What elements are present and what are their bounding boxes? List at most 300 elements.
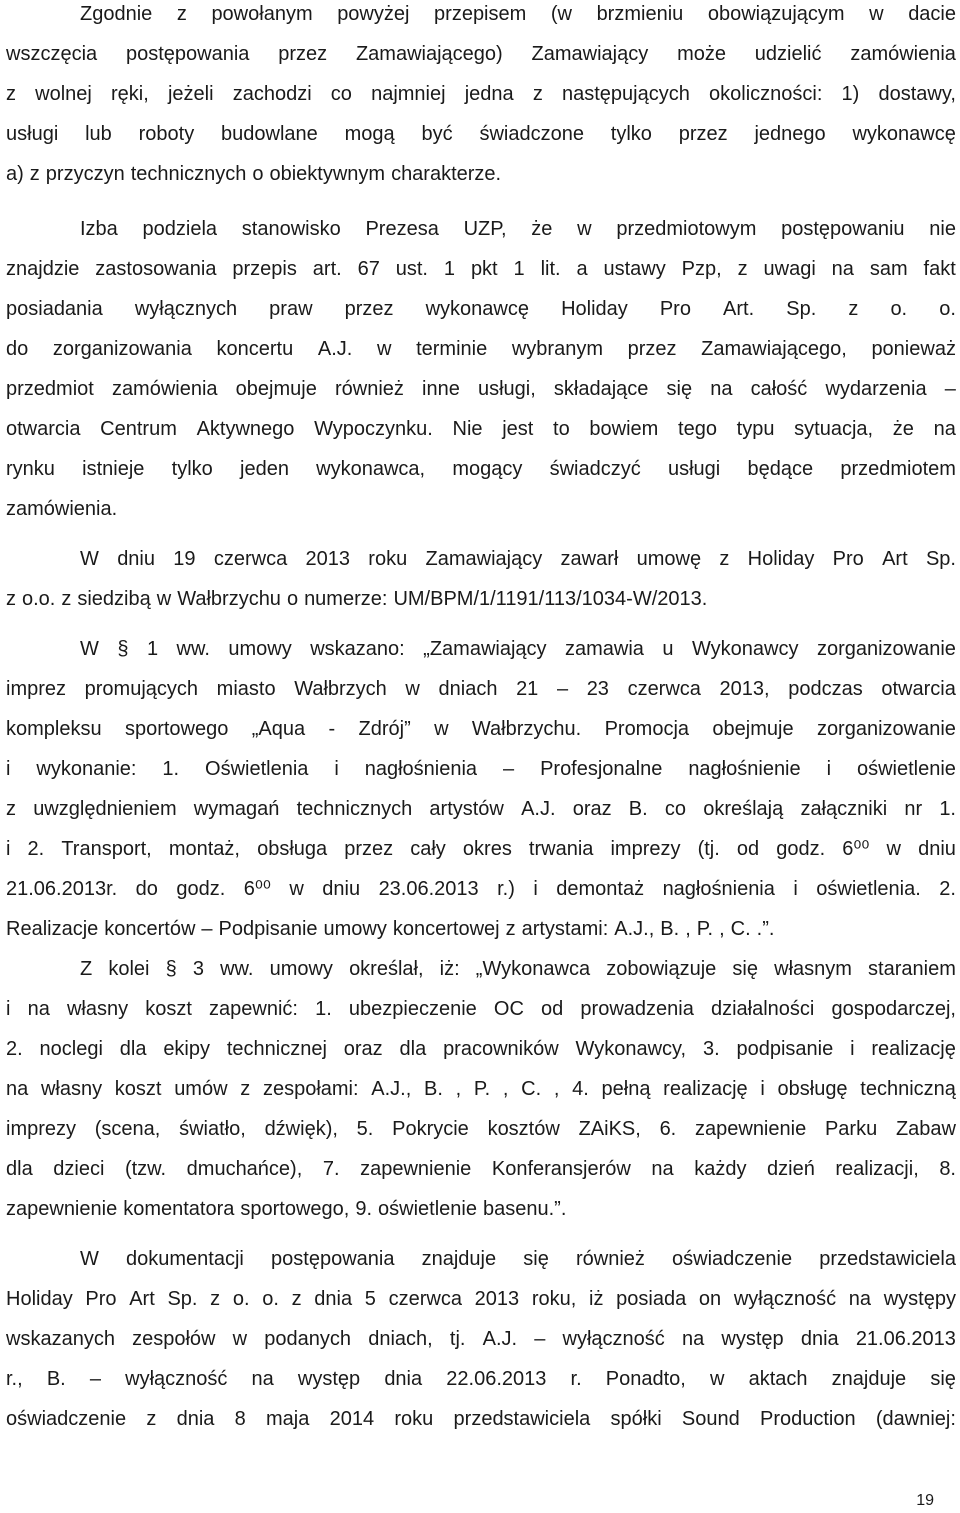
word: stanowisko [241,218,341,240]
word: lub [85,123,112,145]
word: basenu.”. [482,1198,567,1220]
word: w [886,838,901,860]
word: Realizacje [6,918,99,940]
word: z [240,1078,251,1100]
word: (dawniej: [875,1408,956,1430]
word: OC [493,998,524,1020]
word: dniu [918,838,956,860]
text-line [6,377,956,401]
word: przepis [232,258,297,280]
word: dacie [908,3,956,25]
word: wymagań [193,798,280,820]
word: co [330,83,352,105]
word: 4. [572,1078,589,1100]
word: powyżej [337,3,410,25]
word: 6⁰⁰ [842,838,870,860]
word: z [210,1288,221,1310]
text-line [6,1157,956,1181]
word: zapewnienie [695,1118,807,1140]
word: u [662,638,674,660]
word: § [165,958,177,980]
word: wyłączność [733,1288,837,1310]
word: obsługę [777,1078,848,1100]
word: C. [730,918,751,940]
word: § [117,638,129,660]
word: przedmiotowym [616,218,757,240]
word: (tzw. [124,1158,167,1180]
word: się [523,1248,549,1270]
word: zorganizowania [52,338,192,360]
word: 5. [356,1118,374,1140]
word: Zamawiający [425,548,543,570]
word: w [434,718,449,740]
word: 21 [516,678,539,700]
word: 2013 [305,548,350,570]
text-line [6,877,956,901]
word: występ [721,1328,784,1350]
word: to [553,418,570,440]
word: 1. [162,758,180,780]
word: brzmieniu [596,3,684,25]
word: Wałbrzychu [177,588,281,610]
word: Profesjonalne [540,758,663,780]
word: Zamawiający [531,43,649,65]
word: od [541,998,564,1020]
word: jeden [240,458,289,480]
word: terminie [416,338,488,360]
word: realizację [871,1038,956,1060]
word: B. [660,918,680,940]
word: A.J. [482,1328,518,1350]
word: dla [6,1158,33,1180]
word: wydarzenia [825,378,927,400]
word: Art. [723,298,755,320]
word: (scena, [94,1118,161,1140]
word: Sound [681,1408,740,1430]
word: 1. [315,998,332,1020]
word: składające [553,378,649,400]
word: koncertowej [392,918,500,940]
word: w [405,678,420,700]
word: czerwca [388,1288,462,1310]
word: koszt [145,998,192,1020]
word: nagłośnienie [688,758,801,780]
word: oraz [343,1038,383,1060]
word: praw [269,298,313,320]
word: a) [6,163,24,185]
word: Oświetlenia [205,758,309,780]
text-line [6,122,956,146]
word: zorganizowanie [816,718,956,740]
word: oraz [572,798,612,820]
word: dnia [314,1288,353,1310]
text-line [6,1077,956,1101]
word: 2. [27,838,45,860]
word: również [334,378,404,400]
word: zastosowania [95,258,217,280]
word: koncertów [104,918,196,940]
word: otwarcia [6,418,81,440]
word: ustawy [603,258,666,280]
word: nr [904,798,923,820]
word: określał, [349,958,424,980]
word: w [376,338,392,360]
word: artystami: [521,918,609,940]
word: okres [462,838,512,860]
word: a [576,258,588,280]
word: w [232,1328,248,1350]
word: przez [278,43,328,65]
text-line [6,1287,956,1311]
word: Art [882,548,908,570]
word: 9. [355,1198,373,1220]
word: na [251,1368,274,1390]
word: realizacji, [835,1158,919,1180]
word: kosztów [487,1118,560,1140]
word: zamówienia [850,43,956,65]
word: 2014 [329,1408,375,1430]
word: dostawy, [878,83,956,105]
word: godz. [776,838,826,860]
word: 8. [939,1158,956,1180]
word: postępowania [271,1248,395,1270]
word: r., [6,1368,23,1390]
word: z [291,1288,302,1310]
word: będące [747,458,814,480]
text-line [6,1367,956,1391]
word: ZAiKS, [578,1118,641,1140]
word: Transport, [61,838,152,860]
word: czerwca [627,678,701,700]
word: się [930,1368,956,1390]
word: światło, [179,1118,246,1140]
word: wskazanych [6,1328,115,1350]
word: i [850,1038,855,1060]
word: 2013, [719,678,770,700]
word: trwania [528,838,594,860]
word: W [80,1248,99,1270]
word: zachodzi [232,83,312,105]
word: (tj. [697,838,720,860]
word: najmniej [371,83,446,105]
text-line [80,1247,956,1271]
word: świadczyć [549,458,641,480]
word: zapewnienie [6,1198,118,1220]
word: usługi, [477,378,536,400]
word: Sp. [167,1288,198,1310]
word: uwagi [763,258,816,280]
word: fakt [923,258,956,280]
word: r. [570,1368,582,1390]
word: – [534,1328,546,1350]
word: r.) [497,878,515,900]
word: Art [129,1288,155,1310]
word: – [944,378,956,400]
word: pełną [601,1078,651,1100]
text-line [6,797,956,821]
word: i [6,838,11,860]
word: dmuchańce), [186,1158,303,1180]
word: nagłośnienia [364,758,478,780]
word: komentatora [123,1198,235,1220]
word: wykonanie: [36,758,137,780]
word: 6⁰⁰ [243,878,271,900]
word: z [719,548,730,570]
word: Wałbrzych [294,678,387,700]
word: ręki, [111,83,149,105]
word: następujących [561,83,690,105]
word: usługi [6,123,59,145]
word: w [869,3,884,25]
word: istnieje [82,458,145,480]
word: Sp. [925,548,956,570]
word: z [146,1408,157,1430]
word: techniczną [860,1078,956,1100]
text-line [6,997,956,1021]
word: i [533,878,538,900]
word: 2. [939,878,956,900]
text-line [6,1117,956,1141]
word: na [710,378,733,400]
text-line [80,637,956,661]
word: i [793,878,798,900]
word: pkt [470,258,498,280]
word: wyłącznych [134,298,238,320]
word: W [80,638,99,660]
word: postępowaniu [781,218,905,240]
word: maja [266,1408,310,1430]
word: znajduje [831,1368,907,1390]
word: w [156,588,172,610]
word: w [577,218,592,240]
word: wykonawca, [316,458,426,480]
text-line [6,917,956,941]
word: na [831,258,854,280]
text-line [6,1327,956,1351]
word: na [933,418,956,440]
word: Wykonawcy [691,638,799,660]
word: roku, [531,1288,577,1310]
word: jeżeli [167,83,214,105]
word: zapewnienie [360,1158,472,1180]
word: z [505,918,516,940]
word: dzieci [53,1158,105,1180]
word: posiadania [6,298,103,320]
word: że [892,418,914,440]
text-line [6,1407,956,1431]
word: zapewnić: [209,998,298,1020]
word: gospodarczej, [831,998,956,1020]
word: Sp. [786,298,817,320]
word: podziela [142,218,218,240]
word: nie [929,218,956,240]
word: wskazano: [310,638,405,660]
word: jednego [754,123,826,145]
word: demontaż [556,878,645,900]
word: kompleksu [6,718,102,740]
word: – [89,1368,101,1390]
word: A.J. [317,338,353,360]
word: , [685,918,691,940]
word: zamówienia. [6,498,118,520]
word: 6. [659,1118,677,1140]
text-line [6,1037,956,1061]
word: tj. [449,1328,466,1350]
word: dźwięk), [264,1118,338,1140]
word: W [80,548,99,570]
word: B. [628,798,648,820]
word: Wykonawcy, [575,1038,687,1060]
word: wszczęcia [6,43,98,65]
word: dnia [176,1408,215,1430]
text-line [6,497,956,521]
word: zobowiązuje [606,958,717,980]
text-line [6,677,956,701]
word: z [61,588,72,610]
word: promujących [84,678,199,700]
word: 21.06.2013 [855,1328,956,1350]
word: Pokrycie [392,1118,469,1140]
word: technicznych [130,163,247,185]
word: Wałbrzychu. [471,718,582,740]
word: również [575,1248,645,1270]
text-line [6,717,956,741]
word: udzielić [754,43,822,65]
word: , [719,918,725,940]
text-line [6,337,956,361]
word: Production [760,1408,856,1430]
word: z [6,83,16,105]
text-line [80,957,956,981]
word: 67 [357,258,380,280]
word: 1) [841,83,860,105]
word: imprezy [6,1118,77,1140]
word: , [502,1078,509,1100]
word: przepisem [434,3,527,25]
word: iż: [439,958,460,980]
word: Prezesa [365,218,439,240]
word: na [6,1078,29,1100]
word: przedstawiciela [453,1408,591,1430]
word: aktach [748,1368,808,1390]
word: charakterze. [391,163,502,185]
text-line [6,587,956,611]
word: dniach, [368,1328,433,1350]
word: całość [750,378,808,400]
word: załączniki [800,798,888,820]
word: przyczyn [45,163,125,185]
word: z [176,3,187,25]
word: Centrum [100,418,177,440]
word: zamówienia [111,378,218,400]
word: - [328,718,336,740]
word: własny [40,1078,103,1100]
word: – [503,758,515,780]
word: i [6,998,11,1020]
word: kolei [108,958,150,980]
word: obejmuje [235,378,317,400]
word: oświadczenie [6,1408,127,1430]
word: dla [399,1038,427,1060]
word: w [289,878,304,900]
word: Pro [85,1288,117,1310]
word: działalności [710,998,815,1020]
word: siedzibą [77,588,151,610]
word: iż [589,1288,604,1310]
word: Podpisanie [218,918,318,940]
word: i [826,758,832,780]
word: „Zamawiający [423,638,547,660]
word: może [677,43,726,65]
word: Zamawiającego, [701,338,847,360]
word: A.J., [371,1078,412,1100]
word: pracowników [443,1038,559,1060]
word: technicznych [296,798,413,820]
word: występy [883,1288,956,1310]
word: z [29,163,40,185]
word: „Wykonawca [475,958,591,980]
word: UM/BPM/1/1191/113/1034-W/2013. [393,588,708,610]
word: 1. [939,798,956,820]
word: ust. [395,258,428,280]
word: umowy [269,958,333,980]
word: posiada [616,1288,687,1310]
word: koszt [114,1078,162,1100]
word: sytuacja, [794,418,874,440]
word: tylko [610,123,652,145]
text-line [6,417,956,441]
word: umowy [228,638,292,660]
word: on [698,1288,722,1310]
word: otwarcia [881,678,956,700]
word: Zdrój” [358,718,411,740]
text-line [6,257,956,281]
word: – [556,678,569,700]
word: na [651,1158,674,1180]
word: inne [422,378,460,400]
word: w [710,1368,725,1390]
word: dokumentacji [126,1248,244,1270]
word: się [732,958,758,980]
word: imprezy [610,838,681,860]
word: dniach [438,678,498,700]
word: się [666,378,693,400]
word: montaż, [168,838,240,860]
word: obejmuje [712,718,794,740]
word: dniu [322,878,361,900]
word: wyłączność [562,1328,665,1350]
word: dnia [384,1368,423,1390]
word: przedstawiciela [819,1248,956,1270]
word: przedmiotem [840,458,956,480]
word: realizację [663,1078,748,1100]
word: 1 [513,258,525,280]
word: tylko [171,458,213,480]
word: tego [678,418,717,440]
word: Nie [452,418,483,440]
word: dnia [800,1328,839,1350]
word: i [6,758,11,780]
word: umów [174,1078,228,1100]
word: 23 [586,678,609,700]
text-line [80,2,956,26]
word: 23.06.2013 [378,878,479,900]
word: – [201,918,213,940]
word: Ponadto, [605,1368,686,1390]
word: 21.06.2013r. [6,878,118,900]
word: własny [66,998,129,1020]
word: 7. [322,1158,340,1180]
